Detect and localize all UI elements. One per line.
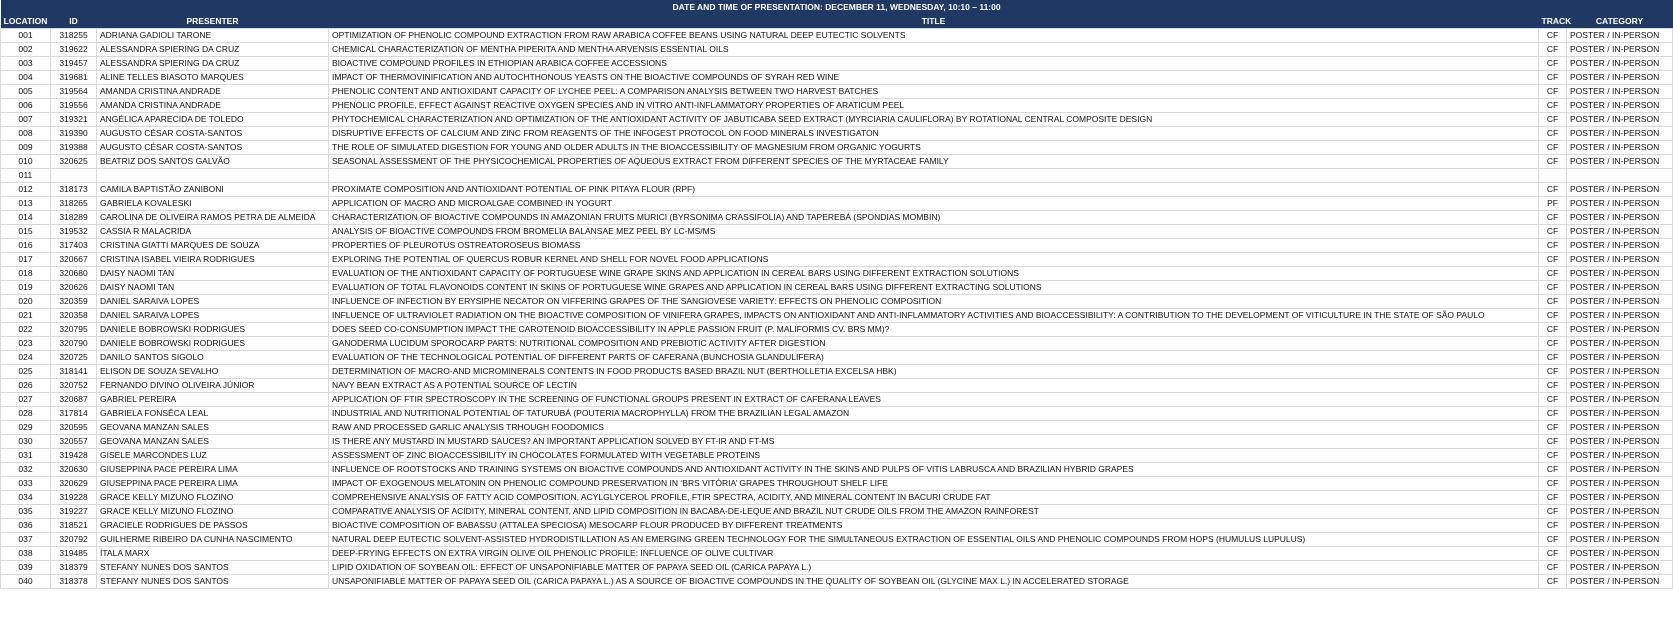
cell-title: PHENOLIC PROFILE, EFFECT AGAINST REACTIVE OXYGEN SPECIES AND IN VITRO ANTI-INFLAMMATORY PROPERTIES OF ARATICUM PEEL <box>329 99 1539 113</box>
cell-title: IS THERE ANY MUSTARD IN MUSTARD SAUCES? AN IMPORTANT APPLICATION SOLVED BY FT-IR AND FT-MS <box>329 435 1539 449</box>
table-row <box>1 169 1673 183</box>
table-row <box>1 99 1673 113</box>
cell-id: 318265 <box>51 197 97 211</box>
cell-track: CF <box>1539 309 1567 323</box>
cell-location: 030 <box>1 435 51 449</box>
cell-category: POSTER / IN-PERSON <box>1567 421 1673 435</box>
cell-id: 318141 <box>51 365 97 379</box>
cell-track: PF <box>1539 197 1567 211</box>
cell-id: 320752 <box>51 379 97 393</box>
cell-track: CF <box>1539 519 1567 533</box>
cell-id: 318521 <box>51 519 97 533</box>
table-row <box>1 463 1673 477</box>
cell-title: CHEMICAL CHARACTERIZATION OF MENTHA PIPERITA AND MENTHA ARVENSIS ESSENTIAL OILS <box>329 43 1539 57</box>
table-row <box>1 267 1673 281</box>
cell-id: 318173 <box>51 183 97 197</box>
cell-category: POSTER / IN-PERSON <box>1567 141 1673 155</box>
cell-id: 320795 <box>51 323 97 337</box>
cell-location: 026 <box>1 379 51 393</box>
cell-presenter: AUGUSTO CÉSAR COSTA-SANTOS <box>97 141 329 155</box>
header-category: CATEGORY <box>1567 14 1673 29</box>
cell-id: 320630 <box>51 463 97 477</box>
cell-presenter: ALINE TELLES BIASOTO MARQUES <box>97 71 329 85</box>
table-row <box>1 141 1673 155</box>
cell-title: APPLICATION OF MACRO AND MICROALGAE COMBINED IN YOGURT <box>329 197 1539 211</box>
table-row <box>1 491 1673 505</box>
cell-track: CF <box>1539 225 1567 239</box>
cell-category: POSTER / IN-PERSON <box>1567 407 1673 421</box>
cell-track: CF <box>1539 239 1567 253</box>
cell-category: POSTER / IN-PERSON <box>1567 533 1673 547</box>
cell-category: POSTER / IN-PERSON <box>1567 253 1673 267</box>
cell-id: 319227 <box>51 505 97 519</box>
cell-track: CF <box>1539 29 1567 43</box>
cell-location: 024 <box>1 351 51 365</box>
cell-category: POSTER / IN-PERSON <box>1567 575 1673 589</box>
cell-id: 318379 <box>51 561 97 575</box>
table-row <box>1 57 1673 71</box>
cell-location: 003 <box>1 57 51 71</box>
cell-presenter: CAROLINA DE OLIVEIRA RAMOS PETRA DE ALMEIDA <box>97 211 329 225</box>
cell-title: INFLUENCE OF ROOTSTOCKS AND TRAINING SYSTEMS ON BIOACTIVE COMPOUNDS AND ANTIOXIDANT ACTIVITY IN THE SKINS AND PULPS OF VITIS LABRUSCA AND BRAZILIAN HYBRID GRAPES <box>329 463 1539 477</box>
cell-location: 036 <box>1 519 51 533</box>
cell-location: 027 <box>1 393 51 407</box>
cell-location: 010 <box>1 155 51 169</box>
cell-location: 005 <box>1 85 51 99</box>
table-row <box>1 71 1673 85</box>
table-row <box>1 351 1673 365</box>
cell-location: 007 <box>1 113 51 127</box>
banner-row <box>1 0 1673 14</box>
cell-category: POSTER / IN-PERSON <box>1567 547 1673 561</box>
cell-category: POSTER / IN-PERSON <box>1567 29 1673 43</box>
cell-location: 025 <box>1 365 51 379</box>
cell-category: POSTER / IN-PERSON <box>1567 183 1673 197</box>
cell-id: 319564 <box>51 85 97 99</box>
cell-track: CF <box>1539 533 1567 547</box>
cell-title: IMPACT OF EXOGENOUS MELATONIN ON PHENOLIC COMPOUND PRESERVATION IN ‘BRS VITÓRIA’ GRAPES THROUGHOUT SHELF LIFE <box>329 477 1539 491</box>
table-row <box>1 183 1673 197</box>
cell-track: CF <box>1539 85 1567 99</box>
cell-presenter: AUGUSTO CÉSAR COSTA-SANTOS <box>97 127 329 141</box>
cell-category: POSTER / IN-PERSON <box>1567 57 1673 71</box>
cell-id: 318289 <box>51 211 97 225</box>
cell-presenter: BEATRIZ DOS SANTOS GALVÃO <box>97 155 329 169</box>
cell-track: CF <box>1539 477 1567 491</box>
cell-category: POSTER / IN-PERSON <box>1567 323 1673 337</box>
cell-id: 320595 <box>51 421 97 435</box>
cell-presenter: ALESSANDRA SPIERING DA CRUZ <box>97 57 329 71</box>
cell-location: 037 <box>1 533 51 547</box>
cell-title: PHENOLIC CONTENT AND ANTIOXIDANT CAPACITY OF LYCHEE PEEL: A COMPARISON ANALYSIS BETWEEN TWO HARVEST BATCHES <box>329 85 1539 99</box>
cell-presenter: STEFANY NUNES DOS SANTOS <box>97 561 329 575</box>
cell-id: 319457 <box>51 57 97 71</box>
cell-title: PHYTOCHEMICAL CHARACTERIZATION AND OPTIMIZATION OF THE ANTIOXIDANT ACTIVITY OF JABUTICABA SEED EXTRACT (MYRCIARIA CAULIFLORA) BY ROTATIONAL CENTRAL COMPOSITE DESIGN <box>329 113 1539 127</box>
cell-presenter: DANIELE BOBROWSKI RODRIGUES <box>97 323 329 337</box>
cell-id: 320667 <box>51 253 97 267</box>
cell-location: 004 <box>1 71 51 85</box>
cell-location: 035 <box>1 505 51 519</box>
cell-id: 319681 <box>51 71 97 85</box>
table-row <box>1 407 1673 421</box>
table-row <box>1 309 1673 323</box>
cell-title: GANODERMA LUCIDUM SPOROCARP PARTS: NUTRITIONAL COMPOSITION AND PREBIOTIC ACTIVITY AFTER DIGESTION <box>329 337 1539 351</box>
cell-title: COMPREHENSIVE ANALYSIS OF FATTY ACID COMPOSITION, ACYLGLYCEROL PROFILE, FTIR SPECTRA, ACIDITY, AND MINERAL CONTENT IN BACURI CRUDE FAT <box>329 491 1539 505</box>
cell-category: POSTER / IN-PERSON <box>1567 281 1673 295</box>
cell-track: CF <box>1539 575 1567 589</box>
cell-title: LIPID OXIDATION OF SOYBEAN OIL: EFFECT OF UNSAPONIFIABLE MATTER OF PAPAYA SEED OIL (CARICA PAPAYA L.) <box>329 561 1539 575</box>
cell-title: BIOACTIVE COMPOSITION OF BABASSU (ATTALEA SPECIOSA) MESOCARP FLOUR PRODUCED BY DIFFERENT TREATMENTS <box>329 519 1539 533</box>
table-row <box>1 197 1673 211</box>
table-row <box>1 449 1673 463</box>
cell-presenter: ELISON DE SOUZA SEVALHO <box>97 365 329 379</box>
cell-id: 320790 <box>51 337 97 351</box>
cell-category: POSTER / IN-PERSON <box>1567 295 1673 309</box>
cell-presenter: GEOVANA MANZAN SALES <box>97 421 329 435</box>
table-row <box>1 155 1673 169</box>
table-row <box>1 253 1673 267</box>
cell-id: 320557 <box>51 435 97 449</box>
cell-category: POSTER / IN-PERSON <box>1567 225 1673 239</box>
cell-title: INFLUENCE OF ULTRAVIOLET RADIATION ON THE BIOACTIVE COMPOSITION OF VINIFERA GRAPES, IMPACTS ON ANTIOXIDANT AND ANTI-INFLAMMATORY ACTIVITIES AND BIOACCESSIBILITY: A CONTRIBUTION TO THE DEVELOPMENT OF VITICULTURE IN THE STATE OF SÃO PAULO <box>329 309 1539 323</box>
cell-location: 011 <box>1 169 51 183</box>
cell-title: DISRUPTIVE EFFECTS OF CALCIUM AND ZINC FROM REAGENTS OF THE INFOGEST PROTOCOL ON FOOD MINERALS INVESTIGATON <box>329 127 1539 141</box>
cell-track: CF <box>1539 505 1567 519</box>
cell-title: OPTIMIZATION OF PHENOLIC COMPOUND EXTRACTION FROM RAW ARABICA COFFEE BEANS USING NATURAL DEEP EUTECTIC SOLVENTS <box>329 29 1539 43</box>
cell-category <box>1567 169 1673 183</box>
cell-presenter: CRISTINA GIATTI MARQUES DE SOUZA <box>97 239 329 253</box>
cell-location: 038 <box>1 547 51 561</box>
header-id: ID <box>51 14 97 29</box>
cell-track: CF <box>1539 351 1567 365</box>
cell-track: CF <box>1539 491 1567 505</box>
cell-presenter: GISELE MARCONDES LUZ <box>97 449 329 463</box>
cell-category: POSTER / IN-PERSON <box>1567 477 1673 491</box>
cell-location: 023 <box>1 337 51 351</box>
table-row <box>1 365 1673 379</box>
cell-track: CF <box>1539 267 1567 281</box>
cell-title: INFLUENCE OF INFECTION BY ERYSIPHE NECATOR ON VIFFERING GRAPES OF THE SANGIOVESE VARIETY: EFFECTS ON PHENOLIC COMPOSITION <box>329 295 1539 309</box>
cell-id: 319556 <box>51 99 97 113</box>
schedule-banner: DATE AND TIME OF PRESENTATION: DECEMBER 11, WEDNESDAY, 10:10 – 11:00 <box>1 0 1673 14</box>
cell-track: CF <box>1539 435 1567 449</box>
cell-category: POSTER / IN-PERSON <box>1567 43 1673 57</box>
cell-id: 320687 <box>51 393 97 407</box>
table-row <box>1 379 1673 393</box>
cell-presenter: GRACIELE RODRIGUES DE PASSOS <box>97 519 329 533</box>
cell-category: POSTER / IN-PERSON <box>1567 239 1673 253</box>
cell-title: CHARACTERIZATION OF BIOACTIVE COMPOUNDS IN AMAZONIAN FRUITS MURICI (BYRSONIMA CRASSIFOLIA) AND TAPEREBÁ (SPONDIAS MOMBIN) <box>329 211 1539 225</box>
cell-location: 033 <box>1 477 51 491</box>
cell-category: POSTER / IN-PERSON <box>1567 211 1673 225</box>
cell-title: APPLICATION OF FTIR SPECTROSCOPY IN THE SCREENING OF FUNCTIONAL GROUPS PRESENT IN EXTRACT OF CAFERANA LEAVES <box>329 393 1539 407</box>
cell-id: 319428 <box>51 449 97 463</box>
cell-category: POSTER / IN-PERSON <box>1567 155 1673 169</box>
cell-title <box>329 169 1539 183</box>
table-row <box>1 225 1673 239</box>
cell-track: CF <box>1539 421 1567 435</box>
cell-title: THE ROLE OF SIMULATED DIGESTION FOR YOUNG AND OLDER ADULTS IN THE BIOACCESSIBILITY OF MAGNESIUM FROM ORGANIC YOGURTS <box>329 141 1539 155</box>
cell-track: CF <box>1539 547 1567 561</box>
cell-location: 009 <box>1 141 51 155</box>
schedule-rows <box>1 29 1673 589</box>
cell-id: 320725 <box>51 351 97 365</box>
cell-title: EVALUATION OF THE ANTIOXIDANT CAPACITY OF PORTUGUESE WINE GRAPE SKINS AND APPLICATION IN CEREAL BARS USING DIFFERENT EXTRACTION SOLUTIONS <box>329 267 1539 281</box>
cell-title: PROXIMATE COMPOSITION AND ANTIOXIDANT POTENTIAL OF PINK PITAYA FLOUR (RPF) <box>329 183 1539 197</box>
table-row <box>1 561 1673 575</box>
cell-category: POSTER / IN-PERSON <box>1567 393 1673 407</box>
cell-title: DETERMINATION OF MACRO-AND MICROMINERALS CONTENTS IN FOOD PRODUCTS BASED BRAZIL NUT (BERTHOLLETIA EXCELSA HBK) <box>329 365 1539 379</box>
cell-presenter: GUILHERME RIBEIRO DA CUNHA NASCIMENTO <box>97 533 329 547</box>
table-row <box>1 113 1673 127</box>
cell-track: CF <box>1539 365 1567 379</box>
cell-category: POSTER / IN-PERSON <box>1567 519 1673 533</box>
cell-id: 320680 <box>51 267 97 281</box>
table-row <box>1 575 1673 589</box>
cell-location: 019 <box>1 281 51 295</box>
cell-track: CF <box>1539 183 1567 197</box>
cell-title: EVALUATION OF THE TECHNOLOGICAL POTENTIAL OF DIFFERENT PARTS OF CAFERANA (BUNCHOSIA GLANDULIFERA) <box>329 351 1539 365</box>
cell-category: POSTER / IN-PERSON <box>1567 71 1673 85</box>
table-row <box>1 393 1673 407</box>
cell-id: 320358 <box>51 309 97 323</box>
cell-presenter: FERNANDO DIVINO OLIVEIRA JÚNIOR <box>97 379 329 393</box>
cell-location: 015 <box>1 225 51 239</box>
cell-location: 021 <box>1 309 51 323</box>
cell-presenter: CASSIA R MALACRIDA <box>97 225 329 239</box>
cell-presenter: ADRIANA GADIOLI TARONE <box>97 29 329 43</box>
table-row <box>1 505 1673 519</box>
cell-title: EXPLORING THE POTENTIAL OF QUERCUS ROBUR KERNEL AND SHELL FOR NOVEL FOOD APPLICATIONS <box>329 253 1539 267</box>
cell-category: POSTER / IN-PERSON <box>1567 505 1673 519</box>
cell-track: CF <box>1539 155 1567 169</box>
table-row <box>1 421 1673 435</box>
cell-title: PROPERTIES OF PLEUROTUS OSTREATOROSEUS BIOMASS <box>329 239 1539 253</box>
header-track: TRACK <box>1539 14 1567 29</box>
table-row <box>1 323 1673 337</box>
cell-id: 319228 <box>51 491 97 505</box>
cell-location: 040 <box>1 575 51 589</box>
cell-location: 032 <box>1 463 51 477</box>
cell-title: SEASONAL ASSESSMENT OF THE PHYSICOCHEMICAL PROPERTIES OF AQUEOUS EXTRACT FROM DIFFERENT SPECIES OF THE MYRTACEAE FAMILY <box>329 155 1539 169</box>
table-row <box>1 239 1673 253</box>
table-row <box>1 477 1673 491</box>
cell-id: 319390 <box>51 127 97 141</box>
cell-category: POSTER / IN-PERSON <box>1567 365 1673 379</box>
cell-category: POSTER / IN-PERSON <box>1567 127 1673 141</box>
cell-title: UNSAPONIFIABLE MATTER OF PAPAYA SEED OIL (CARICA PAPAYA L.) AS A SOURCE OF BIOACTIVE COMPOUNDS IN THE QUALITY OF SOYBEAN OIL (GLYCINE MAX L.) IN ACCELERATED STORAGE <box>329 575 1539 589</box>
cell-track: CF <box>1539 379 1567 393</box>
cell-category: POSTER / IN-PERSON <box>1567 435 1673 449</box>
cell-track: CF <box>1539 561 1567 575</box>
cell-track: CF <box>1539 449 1567 463</box>
cell-presenter: ALESSANDRA SPIERING DA CRUZ <box>97 43 329 57</box>
cell-id: 319388 <box>51 141 97 155</box>
cell-track: CF <box>1539 337 1567 351</box>
cell-presenter: GABRIELA KOVALESKI <box>97 197 329 211</box>
cell-track: CF <box>1539 127 1567 141</box>
cell-presenter: GIUSEPPINA PACE PEREIRA LIMA <box>97 477 329 491</box>
cell-location: 029 <box>1 421 51 435</box>
cell-category: POSTER / IN-PERSON <box>1567 351 1673 365</box>
cell-presenter: GABRIELA FONSÊCA LEAL <box>97 407 329 421</box>
cell-presenter: GRACE KELLY MIZUNO FLOZINO <box>97 491 329 505</box>
cell-presenter: DANIELE BOBROWSKI RODRIGUES <box>97 337 329 351</box>
cell-track: CF <box>1539 43 1567 57</box>
cell-title: NAVY BEAN EXTRACT AS A POTENTIAL SOURCE OF LECTIN <box>329 379 1539 393</box>
cell-presenter: DANIEL SARAIVA LOPES <box>97 309 329 323</box>
table-row <box>1 211 1673 225</box>
cell-location: 012 <box>1 183 51 197</box>
cell-id: 318378 <box>51 575 97 589</box>
cell-track: CF <box>1539 323 1567 337</box>
cell-category: POSTER / IN-PERSON <box>1567 561 1673 575</box>
cell-id <box>51 169 97 183</box>
cell-location: 008 <box>1 127 51 141</box>
cell-track: CF <box>1539 99 1567 113</box>
cell-title: DOES SEED CO-CONSUMPTION IMPACT THE CAROTENOID BIOACCESSIBILITY IN APPLE PASSION FRUIT (P. MALIFORMIS CV. BRS MM)? <box>329 323 1539 337</box>
cell-title: IMPACT OF THERMOVINIFICATION AND AUTOCHTHONOUS YEASTS ON THE BIOACTIVE COMPOUNDS OF SYRAH RED WINE <box>329 71 1539 85</box>
cell-id: 320625 <box>51 155 97 169</box>
cell-title: ANALYSIS OF BIOACTIVE COMPOUNDS FROM BROMELIA BALANSAE MEZ PEEL BY LC-MS/MS <box>329 225 1539 239</box>
cell-presenter: DAISY NAOMI TAN <box>97 267 329 281</box>
table-row <box>1 519 1673 533</box>
cell-presenter: GEOVANA MANZAN SALES <box>97 435 329 449</box>
table-row <box>1 295 1673 309</box>
cell-location: 018 <box>1 267 51 281</box>
table-row <box>1 281 1673 295</box>
cell-id: 319532 <box>51 225 97 239</box>
header-location: LOCATION <box>1 14 51 29</box>
cell-location: 034 <box>1 491 51 505</box>
cell-presenter: GRACE KELLY MIZUNO FLOZINO <box>97 505 329 519</box>
cell-category: POSTER / IN-PERSON <box>1567 337 1673 351</box>
cell-title: ASSESSMENT OF ZINC BIOACCESSIBILITY IN CHOCOLATES FORMULATED WITH VEGETABLE PROTEINS <box>329 449 1539 463</box>
cell-presenter: ANGÉLICA APARECIDA DE TOLEDO <box>97 113 329 127</box>
cell-presenter: GABRIEL PEREIRA <box>97 393 329 407</box>
cell-track: CF <box>1539 71 1567 85</box>
header-title: TITLE <box>329 14 1539 29</box>
header-presenter: PRESENTER <box>97 14 329 29</box>
header-row <box>1 14 1673 29</box>
cell-category: POSTER / IN-PERSON <box>1567 99 1673 113</box>
cell-category: POSTER / IN-PERSON <box>1567 379 1673 393</box>
cell-id: 320792 <box>51 533 97 547</box>
cell-presenter: DAISY NAOMI TAN <box>97 281 329 295</box>
cell-presenter: ÍTALA MARX <box>97 547 329 561</box>
table-row <box>1 43 1673 57</box>
cell-presenter: AMANDA CRISTINA ANDRADE <box>97 85 329 99</box>
cell-category: POSTER / IN-PERSON <box>1567 113 1673 127</box>
cell-location: 001 <box>1 29 51 43</box>
cell-location: 028 <box>1 407 51 421</box>
cell-location: 031 <box>1 449 51 463</box>
cell-location: 013 <box>1 197 51 211</box>
table-row <box>1 127 1673 141</box>
cell-title: DEEP-FRYING EFFECTS ON EXTRA VIRGIN OLIVE OIL PHENOLIC PROFILE: INFLUENCE OF OLIVE CULTIVAR <box>329 547 1539 561</box>
cell-track: CF <box>1539 407 1567 421</box>
cell-track: CF <box>1539 281 1567 295</box>
table-row <box>1 85 1673 99</box>
cell-presenter: GIUSEPPINA PACE PEREIRA LIMA <box>97 463 329 477</box>
cell-track: CF <box>1539 57 1567 71</box>
cell-category: POSTER / IN-PERSON <box>1567 491 1673 505</box>
cell-title: RAW AND PROCESSED GARLIC ANALYSIS TRHOUGH FOODOMICS <box>329 421 1539 435</box>
cell-location: 017 <box>1 253 51 267</box>
cell-presenter: AMANDA CRISTINA ANDRADE <box>97 99 329 113</box>
cell-id: 320359 <box>51 295 97 309</box>
table-row <box>1 435 1673 449</box>
cell-presenter: DANIEL SARAIVA LOPES <box>97 295 329 309</box>
cell-id: 320629 <box>51 477 97 491</box>
cell-id: 319485 <box>51 547 97 561</box>
cell-category: POSTER / IN-PERSON <box>1567 309 1673 323</box>
cell-track: CF <box>1539 211 1567 225</box>
cell-id: 317814 <box>51 407 97 421</box>
cell-track: CF <box>1539 463 1567 477</box>
cell-presenter <box>97 169 329 183</box>
cell-presenter: CAMILA BAPTISTÃO ZANIBONI <box>97 183 329 197</box>
cell-presenter: DANILO SANTOS SIGOLO <box>97 351 329 365</box>
cell-track: CF <box>1539 295 1567 309</box>
cell-category: POSTER / IN-PERSON <box>1567 449 1673 463</box>
cell-id: 317403 <box>51 239 97 253</box>
cell-track: CF <box>1539 113 1567 127</box>
cell-location: 020 <box>1 295 51 309</box>
cell-track: CF <box>1539 393 1567 407</box>
cell-title: NATURAL DEEP EUTECTIC SOLVENT-ASSISTED HYDRODISTILLATION AS AN EMERGING GREEN TECHNOLOGY FOR THE SIMULTANEOUS EXTRACTION OF ESSENTIAL OILS AND PHENOLIC COMPOUNDS FROM HOPS (HUMULUS LUPULUS) <box>329 533 1539 547</box>
cell-location: 014 <box>1 211 51 225</box>
cell-id: 318255 <box>51 29 97 43</box>
cell-location: 016 <box>1 239 51 253</box>
cell-category: POSTER / IN-PERSON <box>1567 267 1673 281</box>
cell-id: 319622 <box>51 43 97 57</box>
cell-category: POSTER / IN-PERSON <box>1567 197 1673 211</box>
cell-title: INDUSTRIAL AND NUTRITIONAL POTENTIAL OF TATURUBÁ (POUTERIA MACROPHYLLA) FROM THE BRAZILIAN LEGAL AMAZON <box>329 407 1539 421</box>
cell-track: CF <box>1539 253 1567 267</box>
cell-category: POSTER / IN-PERSON <box>1567 85 1673 99</box>
cell-location: 002 <box>1 43 51 57</box>
cell-presenter: STEFANY NUNES DOS SANTOS <box>97 575 329 589</box>
cell-id: 319321 <box>51 113 97 127</box>
cell-location: 039 <box>1 561 51 575</box>
cell-location: 006 <box>1 99 51 113</box>
cell-title: COMPARATIVE ANALYSIS OF ACIDITY, MINERAL CONTENT, AND LIPID COMPOSITION IN BACABA-DE-LEQUE AND BRAZIL NUT CRUDE OILS FROM THE AMAZON RAINFOREST <box>329 505 1539 519</box>
cell-presenter: CRISTINA ISABEL VIEIRA RODRIGUES <box>97 253 329 267</box>
cell-track: CF <box>1539 141 1567 155</box>
table-row <box>1 547 1673 561</box>
table-row <box>1 29 1673 43</box>
table-row <box>1 533 1673 547</box>
cell-location: 022 <box>1 323 51 337</box>
cell-category: POSTER / IN-PERSON <box>1567 463 1673 477</box>
cell-id: 320626 <box>51 281 97 295</box>
cell-title: EVALUATION OF TOTAL FLAVONOIDS CONTENT IN SKINS OF PORTUGUESE WINE GRAPES AND APPLICATION IN CEREAL BARS USING DIFFERENT EXTRACTING SOLUTIONS <box>329 281 1539 295</box>
cell-track <box>1539 169 1567 183</box>
table-row <box>1 337 1673 351</box>
cell-title: BIOACTIVE COMPOUND PROFILES IN ETHIOPIAN ARABICA COFFEE ACCESSIONS <box>329 57 1539 71</box>
